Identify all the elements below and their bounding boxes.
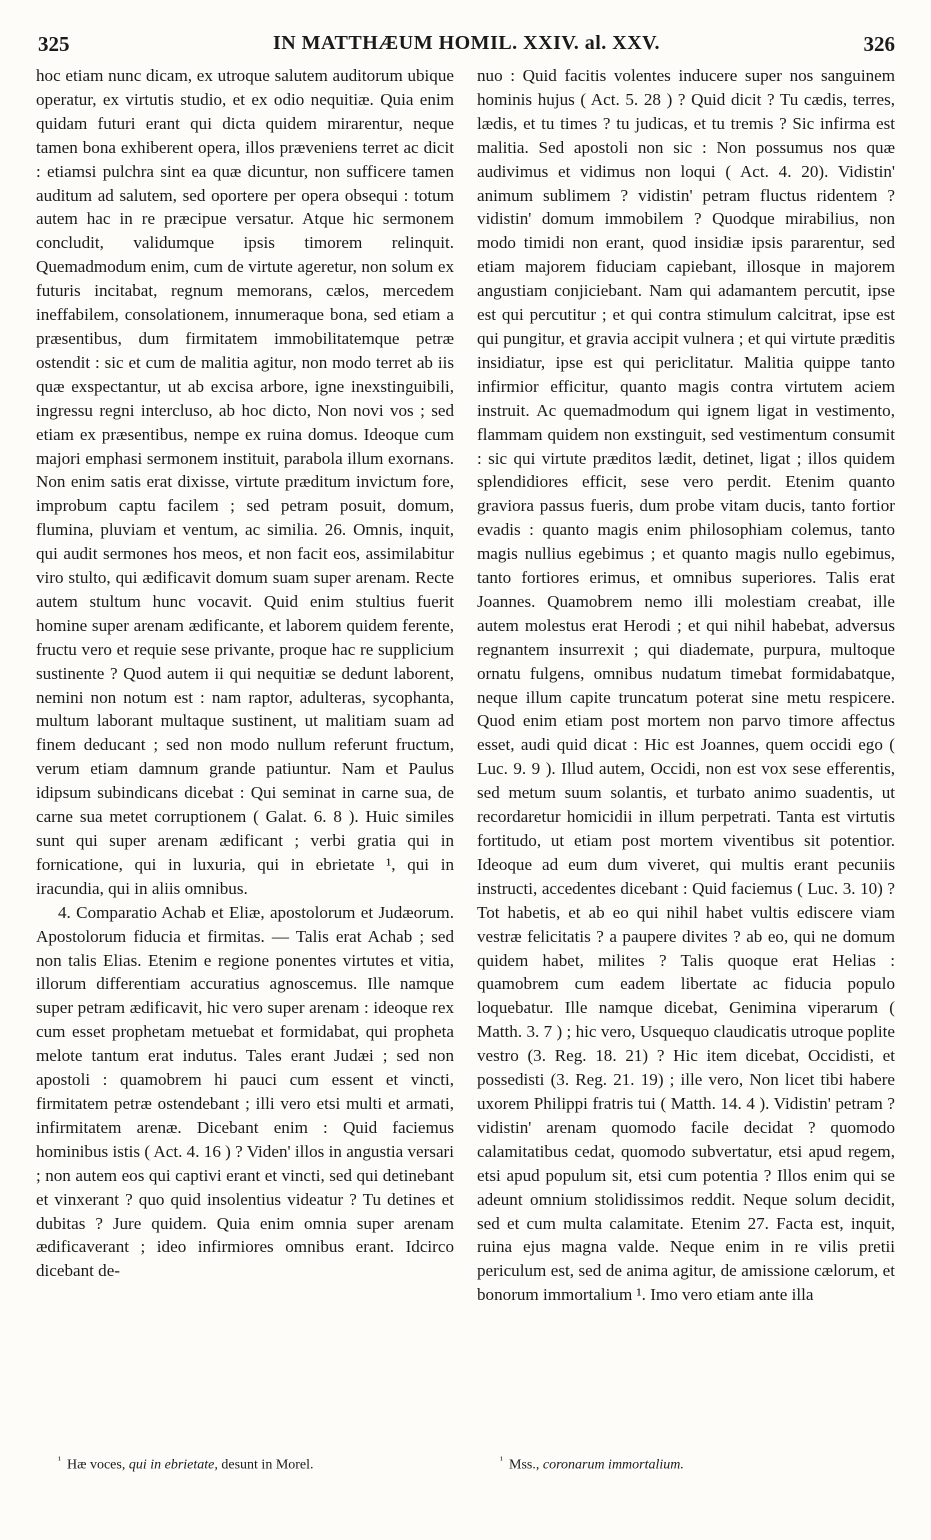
footnote-right-text-pre: Mss.,: [509, 1457, 540, 1473]
left-paragraph-2: 4. Comparatio Achab et Eliæ, apostolorum et Judæorum. Apostolorum fiducia et firmitas. — Talis erat Achab ; sed non talis Elias. Etenim e regione ponentes virtutes et vitia, illorum differentiam accuratius agnoscemus. Ille namque super petram ædificavit, hic vero super arenam : ideoque rex cum esset prophetam metuebat et formidabat, qui propheta melote tantum erat indutus. Tales erant Judæi ; sed non apostoli : quamobrem hi pauci cum essent et vincti, firmitatem petræ ostendebant ; illi vero etsi multi et armati, infirmitatem arenæ. Dicebant enim : Quid faciemus hominibus istis ( Act. 4. 16 ) ? Viden' illos in angustia versari ; non autem eos qui captivi erant et vincti, sed qui detinebant et vinxerant ? quo quid insolentius videatur ? Tu detines et dubitas ? Jure quidem. Quia enim omnia super arenam ædificaverant ; ideo infirmiores omnibus erant. Idcirco dicebant de-: [36, 902, 454, 1281]
footnote-left-text-pre: Hæ voces,: [67, 1457, 126, 1473]
footnote-right-italic: coronarum immortalium.: [542, 1457, 684, 1473]
left-column: [36, 64, 454, 1444]
footnote-right-mark: ¹: [500, 1455, 503, 1466]
footnote-left-text-post: desunt in Morel.: [221, 1457, 314, 1473]
page-number-left: 325: [38, 32, 70, 56]
footnote-left-italic: qui in ebrietate,: [128, 1457, 218, 1473]
right-paragraph-1: nuo : Quid facitis volentes inducere super nos sanguinem hominis hujus ( Act. 5. 28 ) ? Quid dicit ? Tu cædis, terres, lædis, et tu times ? tu judicas, et tu tremis ? Sic infirma est malitia. Sed apostoli non sic : Non possumus nos quæ audivimus et vidimus non loqui ( Act. 4. 20). Vidistin' animum sublimem ? vidistin' petram fluctus ridentem ? vidistin' domum immobilem ? Quodque mirabilius, non modo timidi non erant, quod insidiæ ipsis pararentur, sed etiam majorem fiduciam capiebant, illosque in majorem angustiam conjiciebant. Nam qui adamantem percutit, ipse est qui percutitur ; et qui contra stimulum calcitrat, ipse est qui pungitur, et gravia accipit vulnera ; et qui virtute præditis insidiatur, ipse est qui periclitatur. Malitia quippe tanto infirmior efficitur, quanto magis contra virtutem aciem instruit. Ac quemadmodum qui ignem ligat in vestimento, flammam quidem non exstinguit, sed vestimentum consumit : sic qui virtute præditos lædit, detinet, ligat ; illos quidem splendidiores efficit, sese vero perdit. Etenim quanto graviora passus fueris, dum probe vitam ducis, tanto fortior evadis : quanto magis enim philosophiam colemus, tanto magis nullius egebimus ; et quanto magis nullo egebimus, tanto fortiores erimus, et omnibus superiores. Talis erat Joannes. Quamobrem nemo illi molestiam creabat, ille autem molestus erat Herodi ; et qui nihil habebat, adversus regnantem insurrexit ; qui diademate, purpura, multoque ornatu fulgens, omnibus nudatum timebat formidabatque, neque illum capite truncatum poterat sine metu respicere. Quod enim etiam post mortem non parvo timore affectus esset, audi quid dicat : Hic est Joannes, quem occidi ego ( Luc. 9. 9 ). Illud autem, Occidi, non est vox sese efferentis, sed metum suum solantis, et turbato animo suadentis, ut recordaretur homicidii in illum perpetrati. Tanta est virtutis fortitudo, ut etiam post mortem viventibus sit potentior. Ideoque ad eum dum viveret, qui multis erant pecuniis instructi, accedentes dicebant : Quid faciemus ( Luc. 3. 10) ? Tot habetis, et ab eo qui nihil habet vultis ediscere viam vestræ felicitatis ? a paupere divites ? ab eo, qui ne domum quidem habet, milites ? Talis quoque erat Helias : quamobrem cum eadem libertate ac fiducia populo loquebatur. Ille namque dicebat, Genimina viperarum ( Matth. 3. 7 ) ; hic vero, Usquequo claudicatis utroque poplite vestro (3. Reg. 18. 21) ? Hic item dicebat, Occidisti, et possedisti (3. Reg. 21. 19) ; ille vero, Non licet tibi habere uxorem Philippi fratris tui ( Matth. 14. 4 ). Vidistin' petram ? vidistin' arenam quomodo facile decidat ? quomodo calamitatibus cedat, quomodo subvertatur, etsi apud regem, etsi apud populum sit, etsi cum potentia ? Illos enim qui se adeunt omnium stolidissimos reddit. Neque solum decidit, sed et cum multa calamitate. Etenim 27. Facta est, inquit, ruina ejus magna valde. Neque enim in re vilis pretii periculum est, sed de anima agitur, de amissione cælorum, et bonorum immortalium ¹. Imo vero etiam ante illa: [477, 66, 895, 1305]
running-title: IN MATTHÆUM HOMIL. XXIV. al. XXV.: [272, 32, 661, 54]
page-number-right: 326: [863, 32, 895, 56]
right-column: [477, 64, 895, 1444]
column-gutter: [465, 64, 466, 1444]
running-header: [38, 28, 895, 58]
footnote-left-mark: ¹: [58, 1455, 61, 1466]
footnote-right: [500, 1452, 900, 1475]
left-paragraph-1: hoc etiam nunc dicam, ex utroque salutem auditorum ubique operatur, ex virtutis studio, et ex odio nequitiæ. Quia enim quidam futuri erant qui dicta quidem mirarentur, neque tamen bona exhiberent opera, illos præveniens terret ac dicit : etiamsi pulchra sint ea quæ dicuntur, non sufficere tamen auditum ad salutem, sed oportere per opera obsequi : totum autem hac in re præcipue versatur. Atque hic sermonem concludit, validumque ipsis timorem relinquit. Quemadmodum enim, cum de virtute ageretur, non solum ex futuris incitabat, regnum memorans, cælos, mercedem ineffabilem, consolationem, innumeraque bona, sed etiam a præsentibus, dum firmitatem immobilitatemque petræ ostendit : sic et cum de malitia agitur, non modo terret ab iis quæ exspectantur, ut ab excisa arbore, igne inexstinguibili, ingressu regni intercluso, ab hoc dicto, Non novi vos ; sed etiam ex præsentibus, nempe ex ruina domus. Ideoque cum majori emphasi sermonem instituit, parabola illum exornans. Non enim satis erat dixisse, virtute præditum invictum fore, improbum captu facilem ; sed petram posuit, domum, flumina, pluviam et ventum, ac similia. 26. Omnis, inquit, qui audit sermones hos meos, et non facit eos, assimilabitur viro stulto, qui ædificavit domum suam super arenam. Recte autem stultum hunc vocavit. Quid enim stultius fuerit homine super arenam ædificante, et laborem quidem ferente, fructu vero et requie sese privante, proque hac re supplicium sustinente ? Quod autem ii qui nequitiæ se dedunt laborent, nemini non notum est : nam raptor, adulteras, sycophanta, multum laborant multaque sustinent, ut malitiam suam ad finem deducant ; sed non modo nullum referunt fructum, verum etiam damnum grande patiuntur. Nam et Paulus idipsum subindicans dicebat : Qui seminat in carne sua, de carne sua metet corruptionem ( Galat. 6. 8 ). Huic similes sunt qui super arenam ædificant ; verbi gratia qui in fornicatione, qui in luxuria, qui in ebrietate ¹, qui in iracundia, qui in aliis omnibus.: [36, 66, 454, 898]
footnote-left: [58, 1452, 458, 1475]
